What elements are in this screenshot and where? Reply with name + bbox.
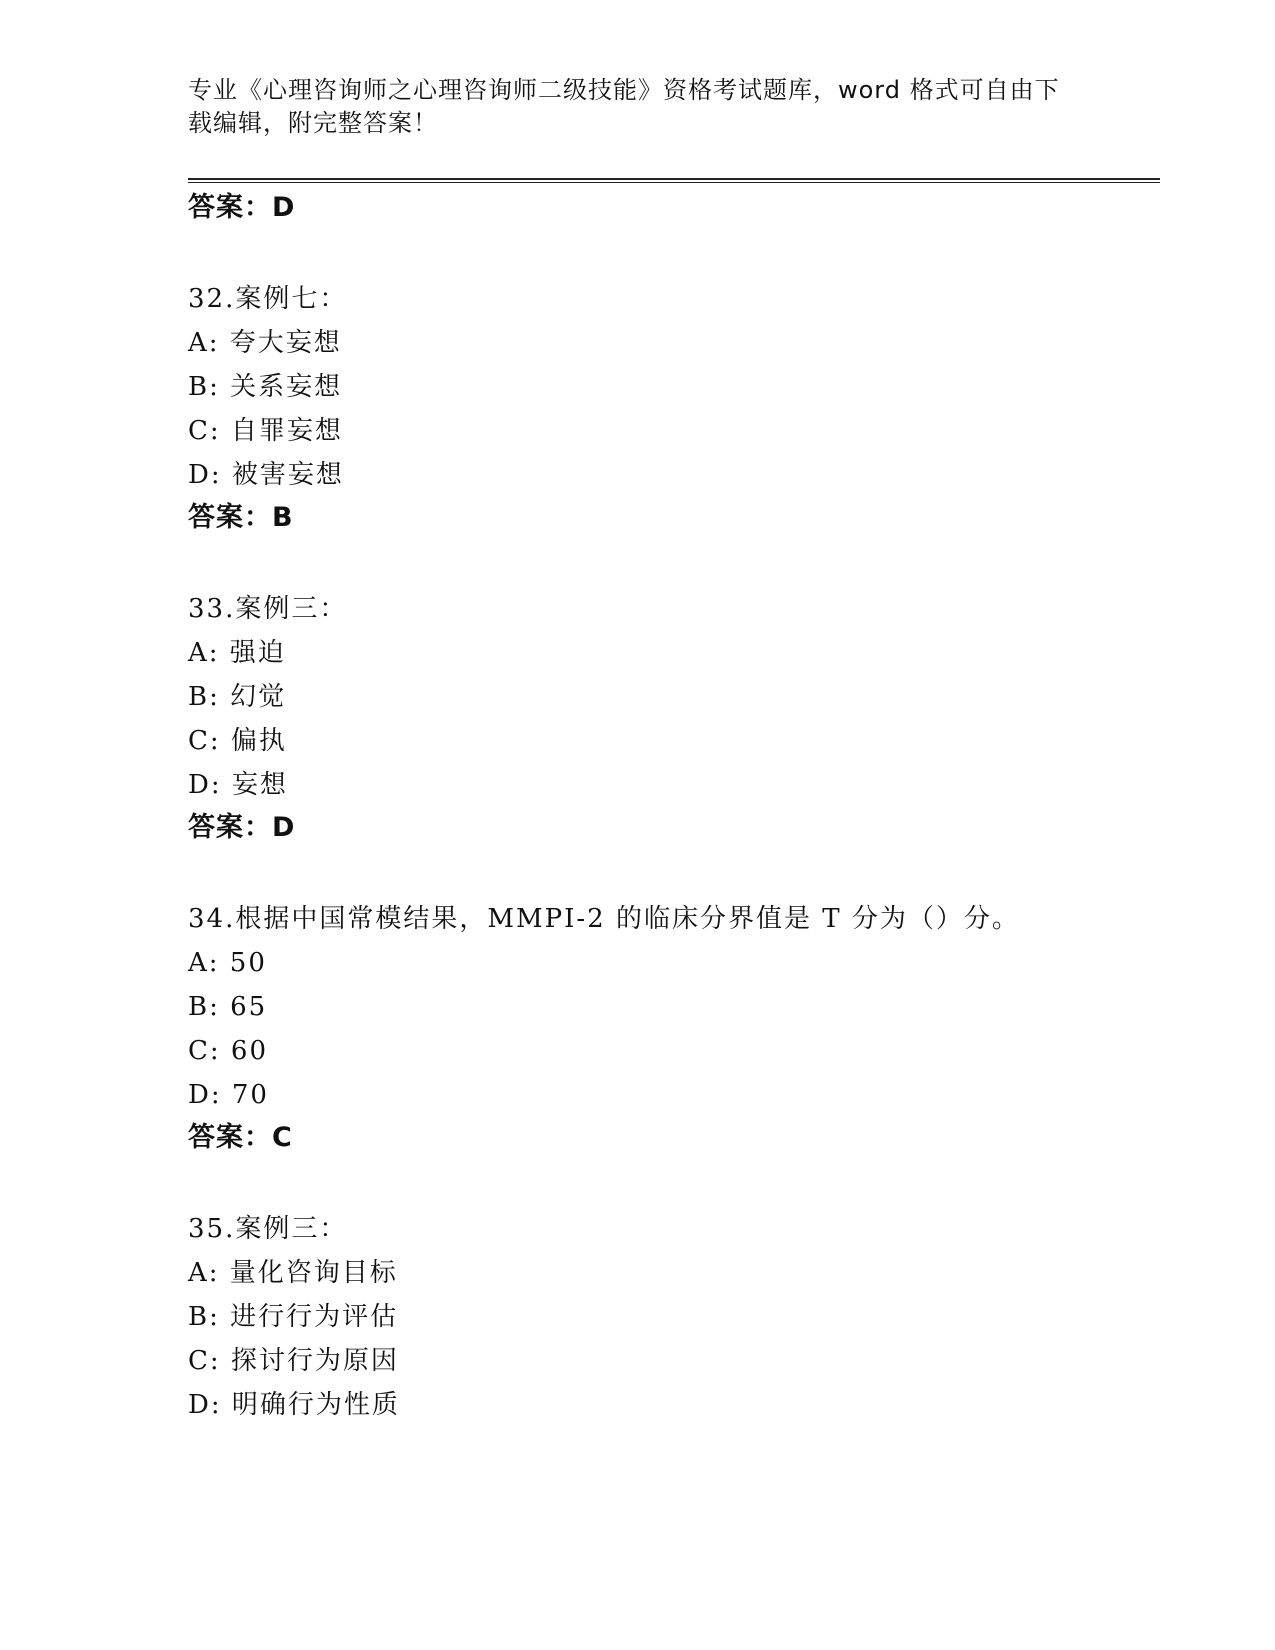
document-header: 专业《心理咨询师之心理咨询师二级技能》资格考试题库，word 格式可自由下载编辑，附完整答案！ [188, 76, 1060, 137]
question-33-option-c: C: 偏执 [188, 726, 287, 756]
question-34-option-b: B: 65 [188, 992, 268, 1022]
question-32-option-d: D: 被害妄想 [188, 460, 344, 490]
question-35-option-d: D: 明确行为性质 [188, 1390, 400, 1420]
question-35-title: 35.案例三： [188, 1214, 348, 1244]
question-32-option-b: B: 关系妄想 [188, 372, 343, 402]
question-33-option-b: B: 幻觉 [188, 682, 287, 712]
question-32-title: 32.案例七： [188, 284, 348, 314]
question-35-option-b: B: 进行行为评估 [188, 1302, 399, 1332]
answer-31: 答案：D [188, 192, 296, 223]
question-35-option-a: A: 量化咨询目标 [188, 1258, 398, 1288]
question-32-option-a: A: 夸大妄想 [188, 328, 342, 358]
question-33-answer: 答案：D [188, 812, 296, 843]
question-35-option-c: C: 探讨行为原因 [188, 1346, 399, 1376]
question-34-option-d: D: 70 [188, 1080, 269, 1110]
question-33-option-a: A: 强迫 [188, 638, 286, 668]
question-34-option-c: C: 60 [188, 1036, 269, 1066]
question-33-title: 33.案例三： [188, 594, 348, 624]
question-34-option-a: A: 50 [188, 948, 267, 978]
question-34-answer: 答案：C [188, 1122, 293, 1153]
question-32-option-c: C: 自罪妄想 [188, 416, 343, 446]
question-32-answer: 答案：B [188, 502, 294, 533]
question-34-title: 34.根据中国常模结果，MMPI-2 的临床分界值是 T 分为（）分。 [188, 904, 1020, 934]
question-33-option-d: D: 妄想 [188, 770, 288, 800]
header-divider [188, 178, 1160, 183]
